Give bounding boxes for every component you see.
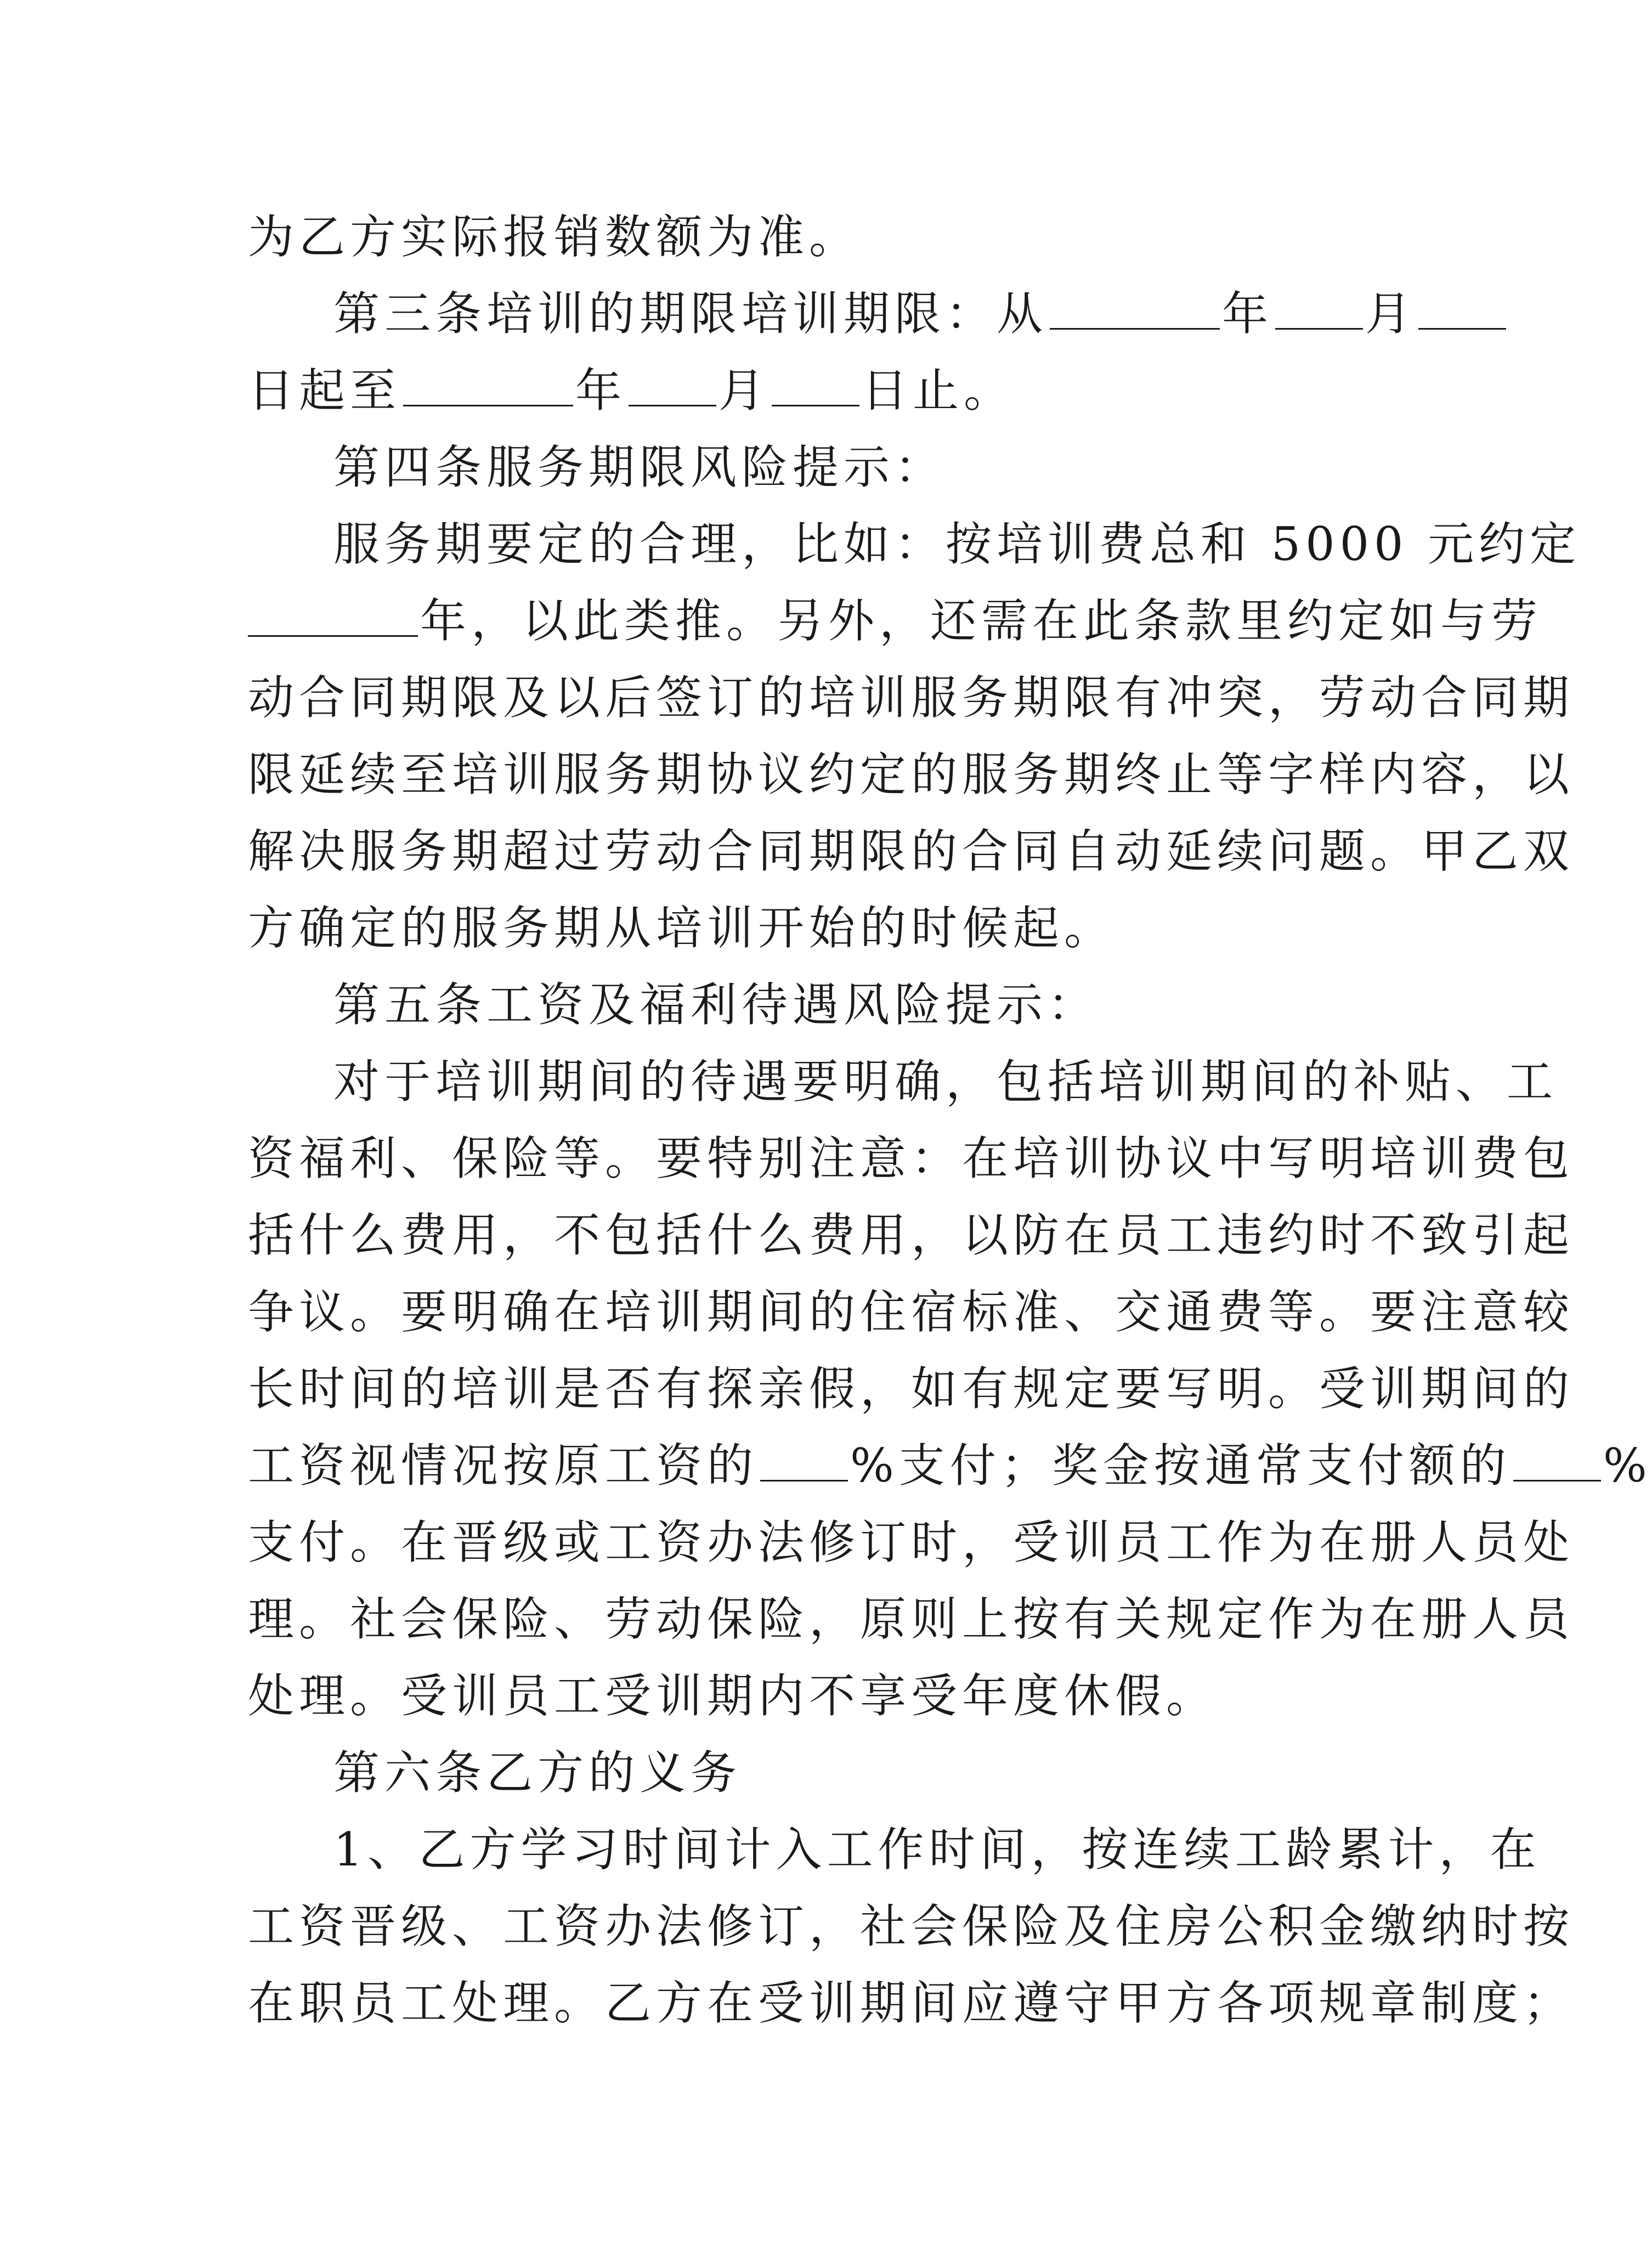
text-line bbox=[248, 671, 1575, 725]
text-segment: 日止。 bbox=[862, 364, 1015, 417]
text-line bbox=[248, 594, 1543, 648]
text-line bbox=[248, 1285, 1575, 1339]
text-segment: 长时间的培训是否有探亲假，如有规定要写明。受训期间的 bbox=[248, 1362, 1575, 1416]
text-segment: 年 bbox=[575, 364, 627, 417]
section-heading bbox=[333, 978, 1365, 1032]
text-segment: 动合同期限及以后签订的培训服务期限有冲突，劳动合同期 bbox=[248, 671, 1575, 725]
text-line bbox=[248, 1132, 1575, 1185]
text-line bbox=[333, 517, 1581, 571]
text-segment: 年，以此类推。另外，还需在此条款里约定如与劳 bbox=[420, 594, 1543, 648]
text-line bbox=[248, 1976, 1575, 2030]
section-heading bbox=[333, 440, 1365, 494]
text-segment: 第三条培训的期限培训期限：从 bbox=[333, 287, 1048, 341]
text-segment: 处理。受训员工受训期内不享受年度休假。 bbox=[248, 1669, 1218, 1723]
blank-underline bbox=[403, 367, 573, 406]
text-segment: 年 bbox=[1222, 287, 1274, 341]
text-line bbox=[333, 1823, 1541, 1876]
text-segment: 1、乙方学习时间计入工作时间，按连续工龄累计，在 bbox=[333, 1823, 1541, 1876]
text-segment: 对于培训期间的待遇要明确，包括培训期间的补贴、工 bbox=[333, 1055, 1558, 1109]
text-line bbox=[248, 210, 1361, 264]
blank-underline bbox=[760, 1443, 848, 1481]
text-segment: 日起至 bbox=[248, 364, 401, 417]
text-line bbox=[248, 1899, 1575, 1953]
text-line bbox=[248, 824, 1575, 878]
blank-underline bbox=[1050, 291, 1220, 330]
text-segment: 服务期要定的合理，比如：按培训费总和 5000 元约定 bbox=[333, 517, 1581, 571]
blank-underline bbox=[1275, 291, 1363, 330]
text-line bbox=[248, 1669, 1361, 1723]
text-segment: 第四条服务期限风险提示： bbox=[333, 440, 946, 494]
section-heading bbox=[333, 1746, 1365, 1800]
text-segment: 括什么费用，不包括什么费用，以防在员工违约时不致引起 bbox=[248, 1208, 1575, 1262]
text-segment: 月 bbox=[718, 364, 770, 417]
text-segment: % bbox=[1603, 1439, 1652, 1492]
text-segment: 工资晋级、工资办法修订，社会保险及住房公积金缴纳时按 bbox=[248, 1899, 1575, 1953]
text-segment: 资福利、保险等。要特别注意：在培训协议中写明培训费包 bbox=[248, 1132, 1575, 1185]
text-line bbox=[248, 364, 1361, 417]
blank-underline bbox=[1418, 291, 1506, 330]
text-segment: 为乙方实际报销数额为准。 bbox=[248, 210, 861, 264]
text-line bbox=[248, 901, 1361, 955]
text-segment: %支付；奖金按通常支付额的 bbox=[850, 1439, 1511, 1492]
blank-underline bbox=[248, 598, 418, 637]
text-segment: 限延续至培训服务期协议约定的服务期终止等字样内容，以 bbox=[248, 748, 1575, 801]
text-segment: 争议。要明确在培训期间的住宿标准、交通费等。要注意较 bbox=[248, 1285, 1575, 1339]
text-segment: 第五条工资及福利待遇风险提示： bbox=[333, 978, 1099, 1032]
text-line bbox=[248, 1592, 1575, 1646]
text-segment: 理。社会保险、劳动保险，原则上按有关规定作为在册人员 bbox=[248, 1592, 1575, 1646]
blank-underline bbox=[629, 367, 716, 406]
text-line bbox=[248, 748, 1575, 801]
text-line bbox=[248, 1515, 1575, 1569]
text-line bbox=[248, 1362, 1575, 1416]
blank-underline bbox=[1513, 1443, 1601, 1481]
text-line bbox=[333, 1055, 1558, 1109]
text-segment: 解决服务期超过劳动合同期限的合同自动延续问题。甲乙双 bbox=[248, 824, 1575, 878]
text-segment: 支付。在晋级或工资办法修订时，受训员工作为在册人员处 bbox=[248, 1515, 1575, 1569]
text-segment: 月 bbox=[1365, 287, 1417, 341]
text-line bbox=[333, 287, 1417, 341]
text-line bbox=[248, 1208, 1575, 1262]
text-line bbox=[248, 1439, 1652, 1492]
text-segment: 在职员工处理。乙方在受训期间应遵守甲方各项规章制度； bbox=[248, 1976, 1575, 2030]
text-segment: 工资视情况按原工资的 bbox=[248, 1439, 759, 1492]
blank-underline bbox=[772, 367, 859, 406]
text-segment: 方确定的服务期从培训开始的时候起。 bbox=[248, 901, 1116, 955]
text-segment: 第六条乙方的义务 bbox=[333, 1746, 742, 1800]
